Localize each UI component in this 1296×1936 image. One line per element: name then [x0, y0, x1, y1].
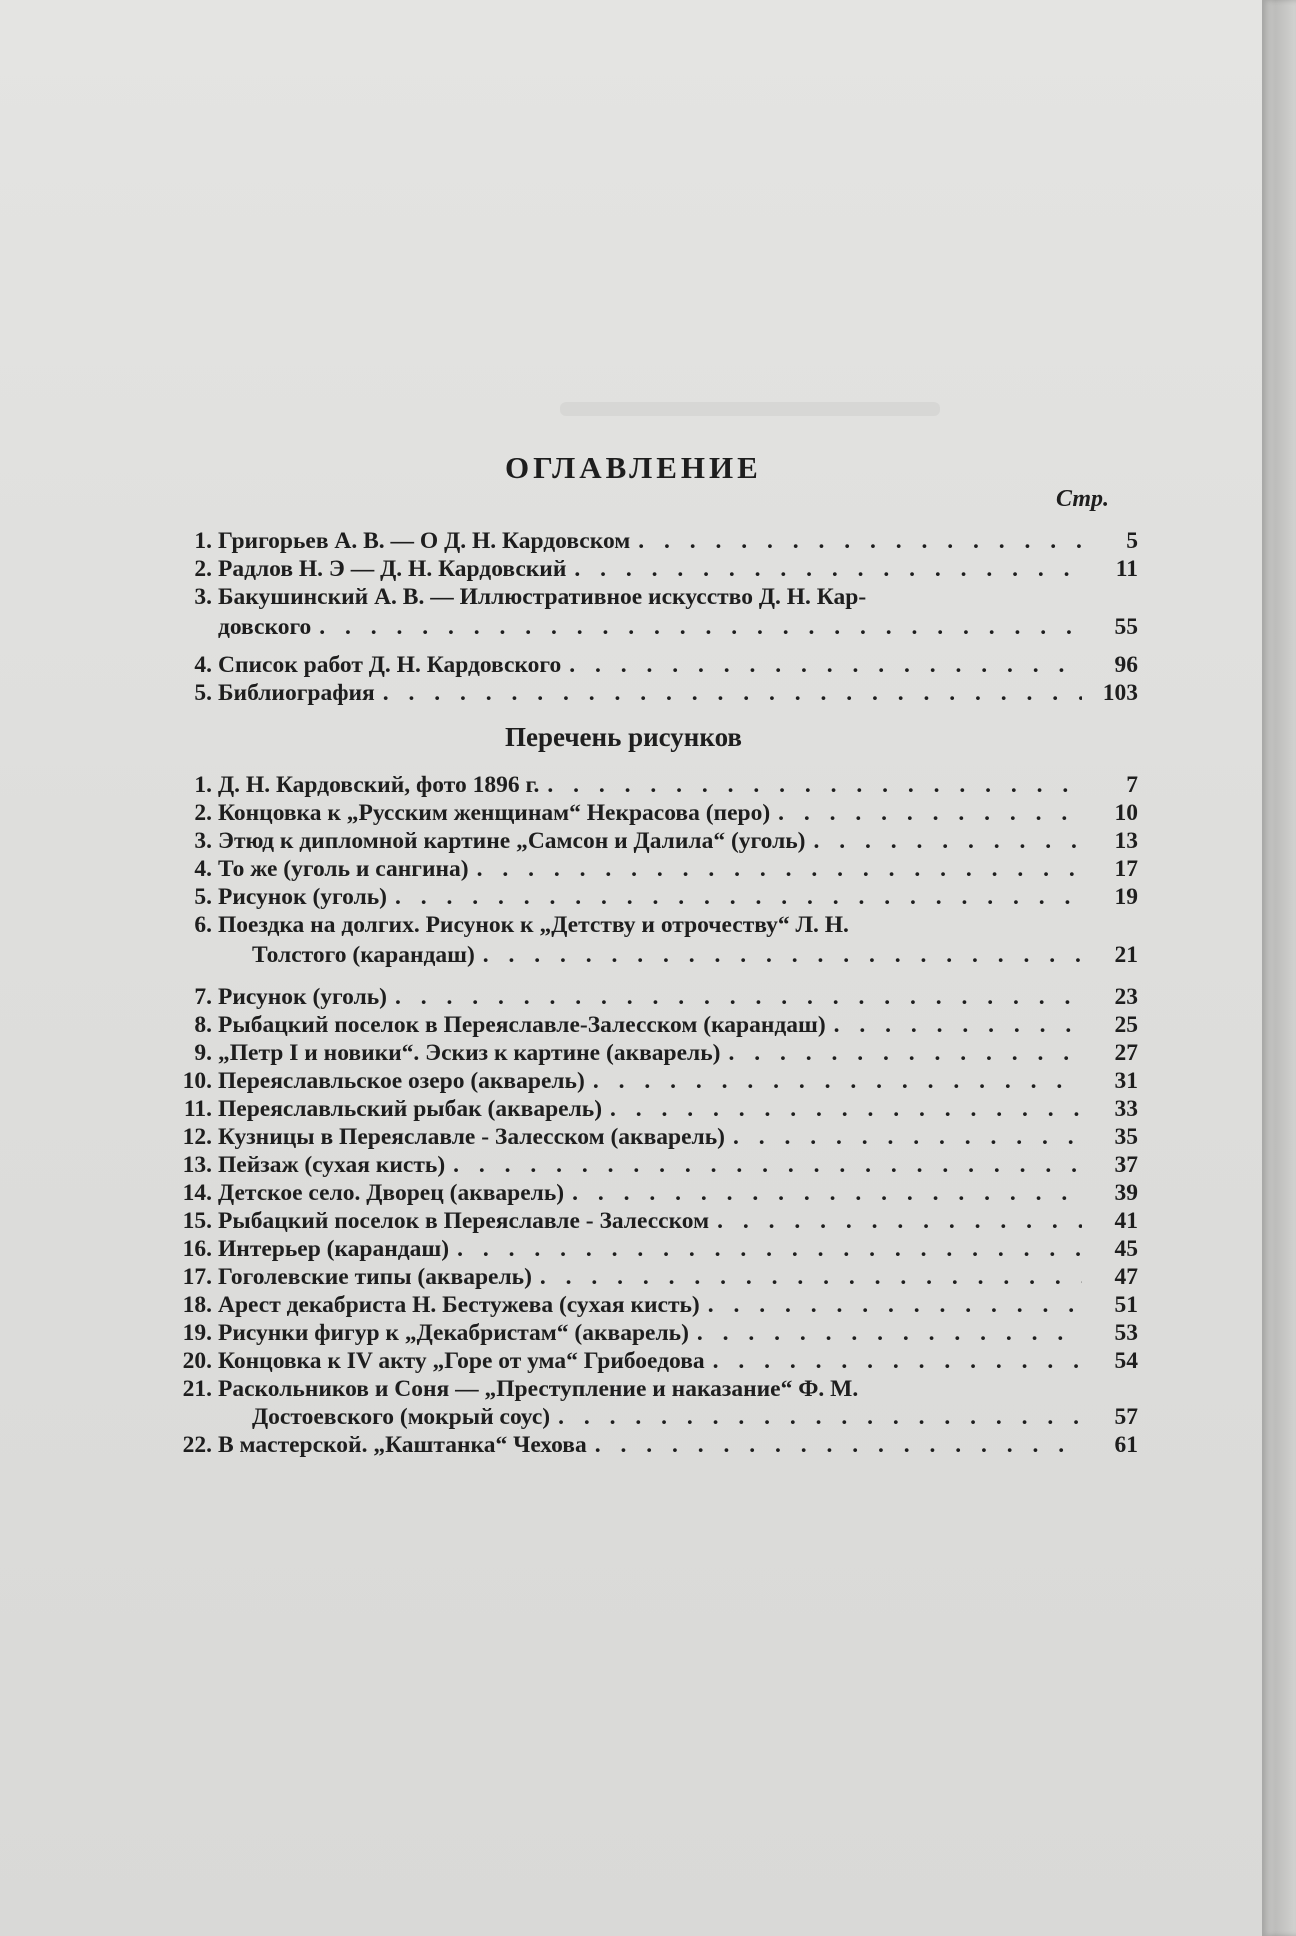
dot-leader	[778, 800, 1082, 827]
entry-number: 16.	[182, 1236, 212, 1262]
entry-text: Библиография	[218, 680, 375, 706]
entry-text: Концовка к IV акту „Горе от ума“ Грибоедова	[218, 1348, 705, 1374]
entry-page: 13	[1114, 828, 1138, 854]
dot-leader	[593, 1068, 1082, 1095]
illustration-entry	[168, 1264, 1138, 1292]
entry-number: 11.	[183, 1096, 212, 1122]
dot-leader	[453, 1152, 1082, 1179]
illustration-entry	[168, 1292, 1138, 1320]
entry-number: 10.	[182, 1068, 212, 1094]
entry-number: 2.	[194, 556, 212, 582]
entry-text: Д. Н. Кардовский, фото 1896 г.	[218, 772, 540, 798]
entry-number: 5.	[194, 680, 212, 706]
entry-text: Рисунки фигур к „Декабристам“ (акварель)	[218, 1320, 689, 1346]
illustration-entry	[168, 1208, 1138, 1236]
dot-leader	[713, 1348, 1082, 1375]
dot-leader	[319, 614, 1082, 641]
entry-text: В мастерской. „Каштанка“ Чехова	[218, 1432, 587, 1458]
entry-page: 57	[1114, 1404, 1138, 1430]
entry-text: Список работ Д. Н. Кардовского	[218, 652, 562, 678]
entry-text: Радлов Н. Э — Д. Н. Кардовский	[218, 556, 567, 582]
entry-page: 37	[1114, 1152, 1138, 1178]
entry-number: 22.	[182, 1432, 212, 1458]
entry-text: Интерьер (карандаш)	[218, 1236, 450, 1262]
contents-entry	[168, 652, 1138, 680]
entry-text: Григорьев А. В. — О Д. Н. Кардовском	[218, 528, 631, 554]
dot-leader	[729, 1040, 1083, 1067]
entry-page: 55	[1114, 614, 1138, 640]
entry-text: Бакушинский А. В. — Иллюстративное искусство Д. Н. Кар-	[218, 584, 867, 610]
entry-number: 4.	[194, 856, 212, 882]
entry-number: 18.	[182, 1292, 212, 1318]
illustration-entry	[168, 984, 1138, 1012]
entry-page: 5	[1126, 528, 1138, 554]
entry-page: 33	[1114, 1096, 1138, 1122]
entry-text: Рисунок (уголь)	[218, 884, 388, 910]
entry-text: Поездка на долгих. Рисунок к „Детству и отрочеству“ Л. Н.	[218, 912, 849, 938]
entry-page: 21	[1114, 942, 1138, 968]
contents-title: ОГЛАВЛЕНИЕ	[505, 450, 762, 485]
entry-number: 17.	[182, 1264, 212, 1290]
illustration-entry	[168, 1180, 1138, 1208]
entry-text: Кузницы в Переяславле - Залесском (акварель)	[218, 1124, 725, 1150]
illustration-entry	[168, 772, 1138, 800]
dot-leader	[814, 828, 1083, 855]
entry-number: 12.	[182, 1124, 212, 1150]
illustration-entry	[168, 1236, 1138, 1264]
entry-number: 20.	[182, 1348, 212, 1374]
illustrations-title: Перечень рисунков	[505, 722, 742, 752]
dot-leader	[610, 1096, 1082, 1123]
entry-number: 14.	[182, 1180, 212, 1206]
entry-page: 51	[1114, 1292, 1138, 1318]
entry-number: 21.	[182, 1376, 212, 1402]
entry-text-continued: довского	[218, 614, 312, 640]
entry-number: 5.	[194, 884, 212, 910]
illustration-entry	[168, 884, 1138, 912]
illustration-entry	[168, 1348, 1138, 1376]
entry-page: 10	[1114, 800, 1138, 826]
illustration-entry	[168, 1096, 1138, 1124]
entry-text: Этюд к дипломной картине „Самсон и Далила“ (уголь)	[218, 828, 806, 854]
illustration-entry	[168, 1432, 1138, 1460]
entry-number: 4.	[194, 652, 212, 678]
entry-page: 96	[1114, 652, 1138, 678]
entry-page: 45	[1114, 1236, 1138, 1262]
dot-leader	[395, 984, 1082, 1011]
entry-text-continued: Толстого (карандаш)	[252, 942, 475, 968]
entry-text: Концовка к „Русским женщинам“ Некрасова (перо)	[218, 800, 771, 826]
illustration-entry	[168, 1040, 1138, 1068]
entry-page: 47	[1114, 1264, 1138, 1290]
illustration-entry	[168, 1376, 1138, 1404]
entry-number: 3.	[194, 584, 212, 610]
illustration-entry	[168, 1068, 1138, 1096]
entry-text: „Петр I и новики“. Эскиз к картине (акварель)	[218, 1040, 721, 1066]
dot-leader	[834, 1012, 1082, 1039]
entry-number: 7.	[194, 984, 212, 1010]
entry-number: 6.	[194, 912, 212, 938]
entry-text: Пейзаж (сухая кисть)	[218, 1152, 446, 1178]
entry-number: 8.	[194, 1012, 212, 1038]
entry-page: 41	[1114, 1208, 1138, 1234]
entry-text: Рыбацкий поселок в Переяславле-Залесском (карандаш)	[218, 1012, 826, 1038]
dot-leader	[708, 1292, 1082, 1319]
dot-leader	[569, 652, 1082, 679]
entry-page: 19	[1114, 884, 1138, 910]
dot-leader	[717, 1208, 1082, 1235]
entry-page: 103	[1102, 680, 1138, 706]
entry-text: Арест декабриста Н. Бестужева (сухая кисть)	[218, 1292, 700, 1318]
illustration-entry	[168, 1320, 1138, 1348]
entry-page: 27	[1114, 1040, 1138, 1066]
illustration-entry-continuation	[252, 1404, 1138, 1432]
dot-leader	[574, 556, 1082, 583]
entry-number: 9.	[194, 1040, 212, 1066]
dot-leader	[483, 942, 1082, 969]
illustration-entry	[168, 912, 1138, 940]
entry-page: 35	[1114, 1124, 1138, 1150]
dot-leader	[558, 1404, 1082, 1431]
dot-leader	[733, 1124, 1082, 1151]
entry-number: 19.	[182, 1320, 212, 1346]
dot-leader	[547, 772, 1082, 799]
entry-text: Переяславльский рыбак (акварель)	[218, 1096, 603, 1122]
dot-leader	[595, 1432, 1082, 1459]
contents-entry-continuation	[218, 614, 1138, 642]
entry-page: 31	[1114, 1068, 1138, 1094]
illustration-entry	[168, 856, 1138, 884]
illustration-entry	[168, 828, 1138, 856]
contents-entry	[168, 584, 1138, 612]
dot-leader	[697, 1320, 1082, 1347]
entry-page: 17	[1114, 856, 1138, 882]
dot-leader	[395, 884, 1082, 911]
entry-page: 53	[1114, 1320, 1138, 1346]
page-binding-edge	[1262, 0, 1296, 1936]
contents-entry	[168, 556, 1138, 584]
entry-page: 39	[1114, 1180, 1138, 1206]
entry-text: Детское село. Дворец (акварель)	[218, 1180, 565, 1206]
dot-leader	[457, 1236, 1082, 1263]
dot-leader	[477, 856, 1082, 883]
illustration-entry	[168, 800, 1138, 828]
entry-page: 25	[1114, 1012, 1138, 1038]
entry-page: 54	[1114, 1348, 1138, 1374]
entry-number: 1.	[194, 528, 212, 554]
entry-number: 15.	[182, 1208, 212, 1234]
entry-page: 11	[1115, 556, 1138, 582]
illustration-entry	[168, 1152, 1138, 1180]
entry-page: 7	[1126, 772, 1138, 798]
dot-leader	[572, 1180, 1082, 1207]
contents-entry	[168, 680, 1138, 708]
entry-text: Гоголевские типы (акварель)	[218, 1264, 532, 1290]
faded-print-mark	[560, 402, 940, 416]
illustration-entry-continuation	[252, 942, 1138, 970]
entry-number: 3.	[194, 828, 212, 854]
entry-text-continued: Достоевского (мокрый соус)	[252, 1404, 551, 1430]
entry-text: Переяславльское озеро (акварель)	[218, 1068, 585, 1094]
dot-leader	[540, 1264, 1082, 1291]
entry-number: 13.	[182, 1152, 212, 1178]
dot-leader	[638, 528, 1082, 555]
contents-entry	[168, 528, 1138, 556]
entry-number: 2.	[194, 800, 212, 826]
illustration-entry	[168, 1124, 1138, 1152]
entry-text: Раскольников и Соня — „Преступление и наказание“ Ф. М.	[218, 1376, 859, 1402]
dot-leader	[383, 680, 1082, 707]
entry-text: Рисунок (уголь)	[218, 984, 388, 1010]
entry-number: 1.	[194, 772, 212, 798]
entry-text: То же (уголь и сангина)	[218, 856, 469, 882]
illustration-entry	[168, 1012, 1138, 1040]
page-column-label: Стр.	[1056, 486, 1110, 512]
entry-text: Рыбацкий поселок в Переяславле - Залесском	[218, 1208, 710, 1234]
entry-page: 61	[1114, 1432, 1138, 1458]
entry-page: 23	[1114, 984, 1138, 1010]
